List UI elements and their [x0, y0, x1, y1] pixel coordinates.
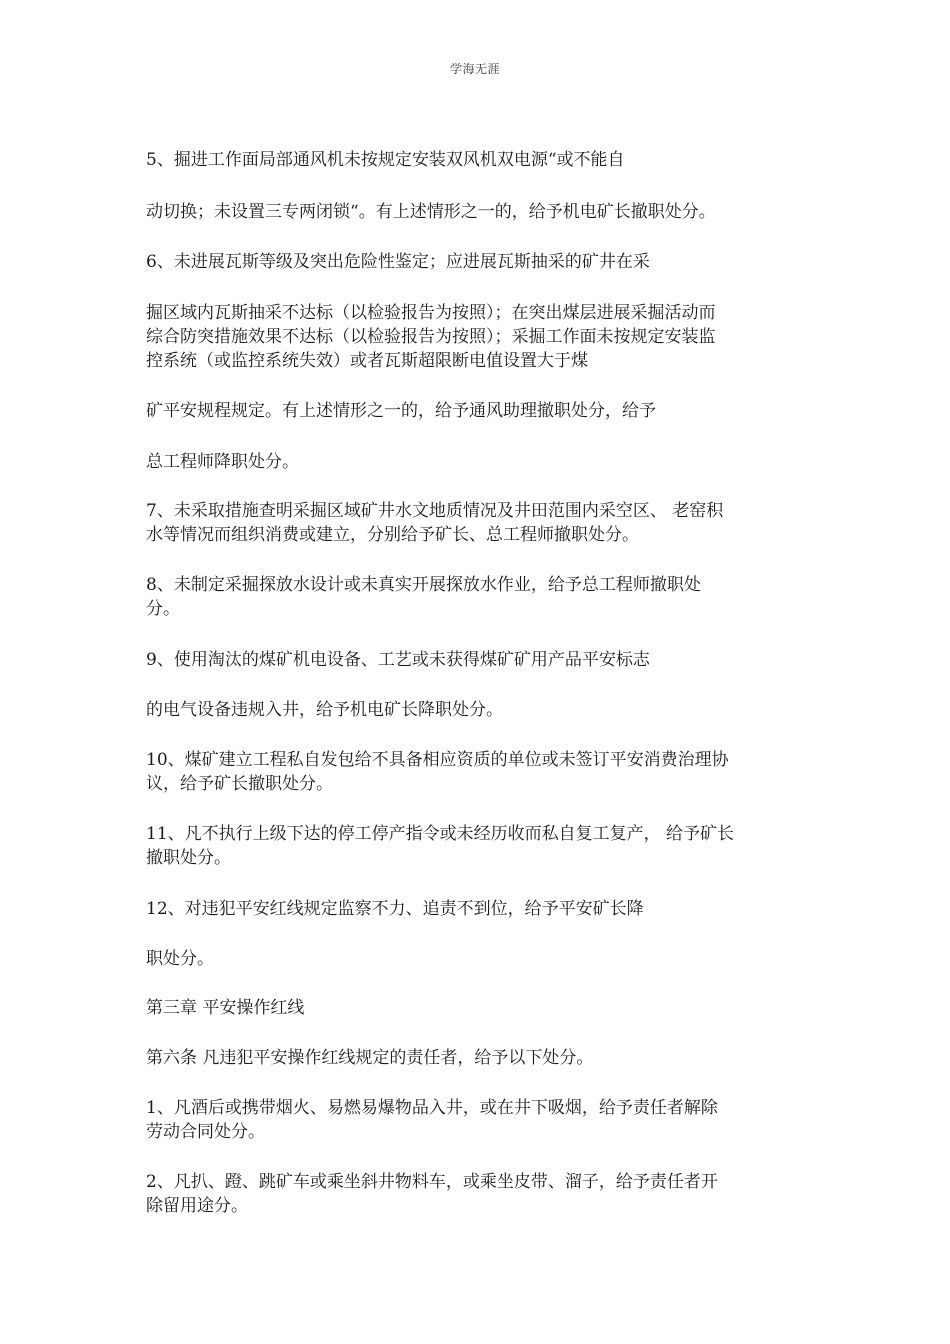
- paragraph-item7: 7、未采取措施查明采掘区域矿井水文地质情况及井田范围内采空区、 老窑积 水等情况而组织消费或建立，分别给予矿长、总工程师撤职处分。: [146, 501, 724, 545]
- paragraph-item6-body: 掘区域内瓦斯抽采不达标（以检验报告为按照）；在突出煤层进展采掘活动而 综合防突措施效果不达标（以检验报告为按照）；采掘工作面未按规定安装监 控系统（或监控系统失效）或者瓦斯超限断电值设置大于煤: [146, 303, 716, 371]
- paragraph-rule1: 1、凡酒后或携带烟火、易燃易爆物品入井，或在井下吸烟，给予责任者解除 劳动合同处分。: [146, 1098, 718, 1142]
- page-header: 学海无涯: [449, 62, 500, 76]
- paragraph-item10: 10、煤矿建立工程私自发包给不具备相应资质的单位或未签订平安消费治理协 议，给予矿长撤职处分。: [146, 750, 729, 794]
- article-six: 第六条 凡违犯平安操作红线规定的责任者，给予以下处分。: [146, 1048, 594, 1068]
- paragraph-rule2: 2、凡扒、蹬、跳矿车或乘坐斜井物料车，或乘坐皮带、溜子，给予责任者开 除留用途分。: [146, 1172, 718, 1216]
- paragraph-item6-penalty: 矿平安规程规定。有上述情形之一的，给予通风助理撤职处分，给予: [146, 401, 656, 421]
- paragraph-item8: 8、未制定采掘探放水设计或未真实开展探放水作业，给予总工程师撤职处 分。: [146, 575, 701, 619]
- paragraph-item5-line2: 动切换；未设置三专两闭锁“。有上述情形之一的，给予机电矿长撤职处分。: [146, 202, 716, 222]
- paragraph-item6-line1: 6、未进展瓦斯等级及突出危险性鉴定；应进展瓦斯抽采的矿井在采: [146, 252, 650, 272]
- paragraph-item6-end: 总工程师降职处分。: [146, 452, 299, 472]
- paragraph-item9-line1: 9、使用淘汰的煤矿机电设备、工艺或未获得煤矿矿用产品平安标志: [146, 650, 650, 670]
- paragraph-item9-line2: 的电气设备违规入井，给予机电矿长降职处分。: [146, 700, 503, 720]
- paragraph-item12-line2: 职处分。: [146, 949, 214, 969]
- paragraph-item5-line1: 5、掘进工作面局部通风机未按规定安装双风机双电源“或不能自: [146, 150, 625, 170]
- paragraph-item11: 11、凡不执行上级下达的停工停产指令或未经历收而私自复工复产， 给予矿长 撤职处分。: [146, 824, 735, 868]
- paragraph-item12-line1: 12、对违犯平安红线规定监察不力、追责不到位，给予平安矿长降: [146, 899, 644, 919]
- chapter-heading: 第三章 平安操作红线: [146, 998, 305, 1018]
